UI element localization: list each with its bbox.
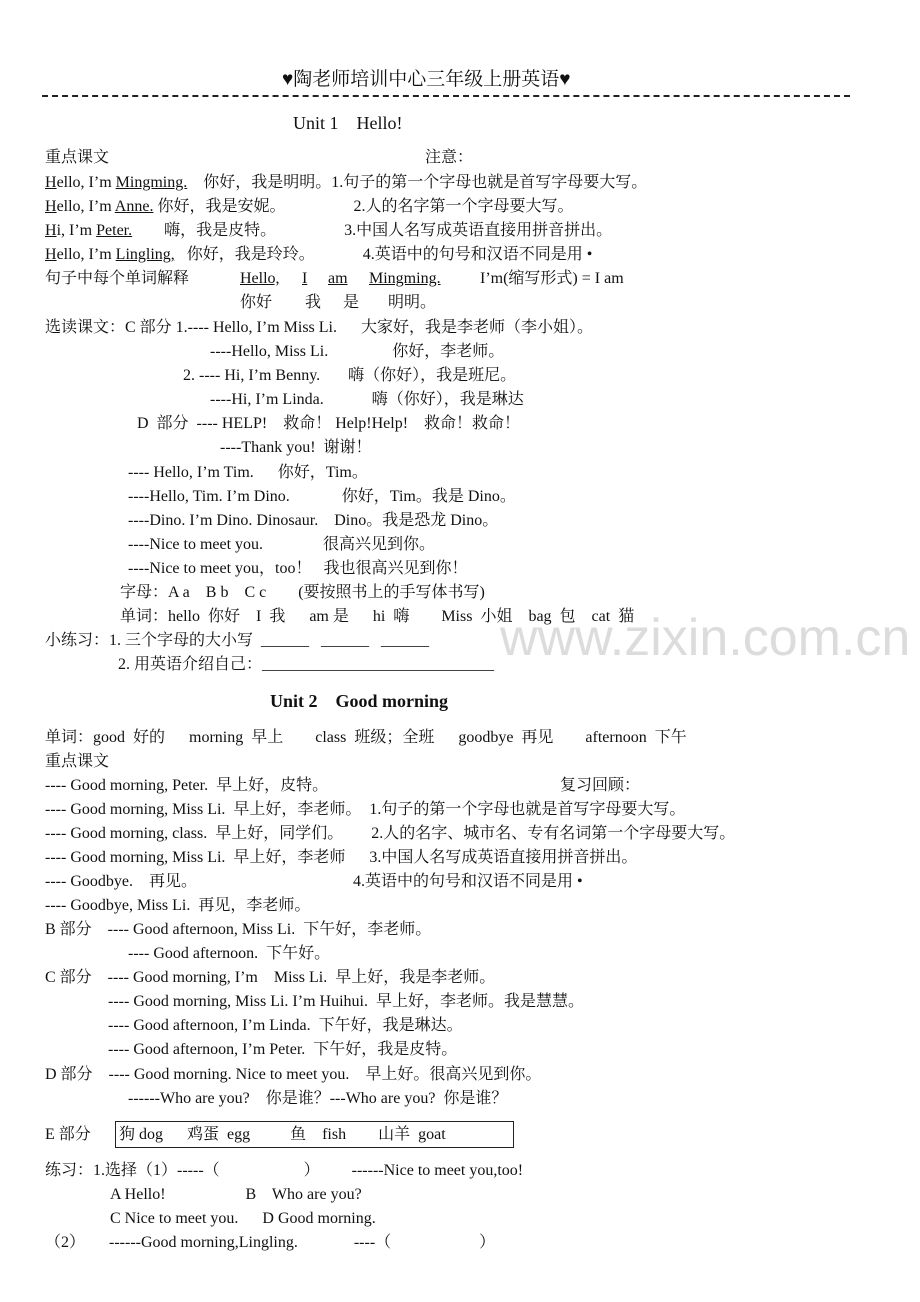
explain-word: Mingming.	[369, 270, 441, 287]
unit2-review-label: 复习回顾：	[560, 777, 641, 794]
line-text: ello, I’m	[56, 198, 115, 215]
cap-letter: H	[45, 246, 57, 263]
dialog-line: ---- Hello, I’m Tim. 你好，Tim。	[128, 464, 368, 481]
dialog-line: ----Hello, Tim. I’m Dino. 你好，Tim。我是 Dino。	[128, 488, 516, 505]
unit1-line-3	[45, 221, 612, 241]
explain-label: 句子中每个单词解释	[45, 270, 190, 287]
unit1-title: Unit 1 Hello!	[293, 113, 403, 133]
line-text: 你好，我是玲玲。 4.英语中的句号和汉语不同是用 •	[174, 246, 593, 263]
exercise-line: （2） ------Good morning,Lingling. ----（ ）	[45, 1234, 496, 1251]
cap-letter: H	[45, 222, 57, 239]
letters-line: 字母：A a B b C c (要按照书上的手写体书写)	[120, 584, 485, 601]
c-part-line: ---- Good afternoon, I’m Linda. 下午好，我是琳达。	[108, 1017, 463, 1034]
unit1-line-2	[45, 197, 573, 217]
b-part-line: ---- Good afternoon. 下午好。	[128, 945, 331, 962]
key-line: ---- Goodbye, Miss Li. 再见，李老师。	[45, 897, 311, 914]
explain-cn: 我	[305, 294, 322, 311]
unit2-key-text-label: 重点课文	[45, 753, 110, 770]
unit2-words: 单词：good 好的 morning 早上 class 班级；全班 goodbye 再见 afternoon 下午	[45, 729, 687, 746]
key-line: ---- Good morning, Peter. 早上好，皮特。	[45, 777, 329, 794]
cap-letter: A	[114, 198, 127, 215]
explain-word: I	[302, 270, 308, 287]
header-divider	[42, 95, 850, 97]
practice-line-1: 小练习：1. 三个字母的大小写 ______ ______ ______	[45, 632, 430, 649]
d-part2-line: D 部分 ---- Good morning. Nice to meet you. 早上好。很高兴见到你。	[45, 1066, 542, 1083]
line-text: 嗨，我是皮特。 3.中国人名写成英语直接用拼音拼出。	[132, 222, 613, 239]
c-part-line: ---- Good afternoon, I’m Peter. 下午好，我是皮特。	[108, 1041, 458, 1058]
explain-word: am	[328, 270, 348, 287]
unit1-notes-label: 注意：	[425, 149, 474, 166]
explain-word: Hello,	[240, 270, 280, 287]
optional-label: 选读课文：C 部分 1.----	[45, 319, 209, 336]
d-part2-line: ------Who are you? 你是谁？---Who are you? 你是谁？	[128, 1090, 508, 1107]
optional-line-1	[45, 318, 593, 338]
explain-cn: 是	[343, 294, 360, 311]
name-text: eter.	[105, 222, 133, 239]
unit1-line-1	[45, 173, 647, 193]
optional-line-3: 2. ---- Hi, I’m Benny. 嗨（你好），我是班尼。	[183, 367, 517, 384]
d-part-line-2: ----Thank you! 谢谢！	[220, 439, 372, 456]
line-text: 你好，我是明明。1.句子的第一个字母也就是首写字母要大写。	[187, 174, 648, 191]
explain-cn: 明明。	[388, 294, 437, 311]
dialog-line: ----Nice to meet you. 很高兴见到你。	[128, 536, 436, 553]
cap-letter: H	[45, 198, 57, 215]
unit1-line-4	[45, 245, 592, 265]
line-text: ello, I’m	[56, 174, 116, 191]
name-text: nne.	[126, 198, 154, 215]
name-text: ingming.	[129, 174, 188, 191]
cap-letter: M	[115, 174, 130, 191]
key-line: ---- Good morning, Miss Li. 早上好，李老师 3.中国人名写成英语直接用拼音拼出。	[45, 849, 638, 866]
optional-line-4: ----Hi, I’m Linda. 嗨（你好），我是琳达	[210, 391, 524, 408]
explain-cn: 你好	[240, 294, 273, 311]
c-part-line: C 部分 ---- Good morning, I’m Miss Li. 早上好，我是李老师。	[45, 969, 496, 986]
d-part-line-1: D 部分 ---- HELP! 救命！ Help!Help! 救命！救命！	[137, 415, 521, 432]
key-line: ---- Goodbye. 再见。 4.英语中的句号和汉语不同是用 •	[45, 873, 583, 890]
cap-letter: P	[96, 222, 106, 239]
practice-line-2: 2. 用英语介绍自己：_____________________________	[118, 656, 495, 673]
cap-letter: L	[115, 246, 126, 263]
b-part-line: B 部分 ---- Good afternoon, Miss Li. 下午好，李老师。	[45, 921, 432, 938]
name-text: ingling,	[125, 246, 175, 263]
e-part-label: E 部分	[45, 1126, 91, 1143]
watermark: www.zixin.com.cn	[500, 609, 911, 667]
exercise-line: 练习：1.选择（1）-----（ ） ------Nice to meet you,too!	[45, 1162, 524, 1179]
explain-note: I’m(缩写形式) = I am	[480, 270, 624, 287]
key-line: ---- Good morning, Miss Li. 早上好，李老师。 1.句子的第一个字母也就是首写字母要大写。	[45, 801, 686, 818]
optional-text: Hello, I’m Miss Li. 大家好，我是李老师（李小姐）。	[209, 319, 593, 336]
line-text: i, I’m	[56, 222, 97, 239]
exercise-option-line: C Nice to meet you. D Good morning.	[110, 1210, 376, 1227]
words-line: 单词：hello 你好 I 我 am 是 hi 嗨 Miss 小姐 bag 包 cat 猫	[120, 608, 635, 625]
optional-line-2: ----Hello, Miss Li. 你好，李老师。	[210, 343, 505, 360]
cap-letter: H	[45, 174, 57, 191]
key-line: ---- Good morning, class. 早上好，同学们。 2.人的名字、城市名、专有名词第一个字母要大写。	[45, 825, 736, 842]
unit2-title: Unit 2 Good morning	[270, 691, 449, 711]
e-part-box-text: 狗 dog 鸡蛋 egg 鱼 fish 山羊 goat	[119, 1126, 446, 1143]
exercise-option-line: A Hello! B Who are you?	[110, 1186, 362, 1203]
dialog-line: ----Dino. I’m Dino. Dinosaur. Dino。我是恐龙 Dino。	[128, 512, 499, 529]
unit1-key-text-label: 重点课文	[45, 149, 110, 166]
line-text: ello, I’m	[56, 246, 116, 263]
page-header: ♥陶老师培训中心三年级上册英语♥	[282, 69, 571, 90]
line-text: 你好，我是安妮。 2.人的名字第一个字母要大写。	[153, 198, 574, 215]
dialog-line: ----Nice to meet you，too！ 我也很高兴见到你！	[128, 560, 468, 577]
c-part-line: ---- Good morning, Miss Li. I’m Huihui. 早上好，李老师。我是慧慧。	[108, 993, 584, 1010]
